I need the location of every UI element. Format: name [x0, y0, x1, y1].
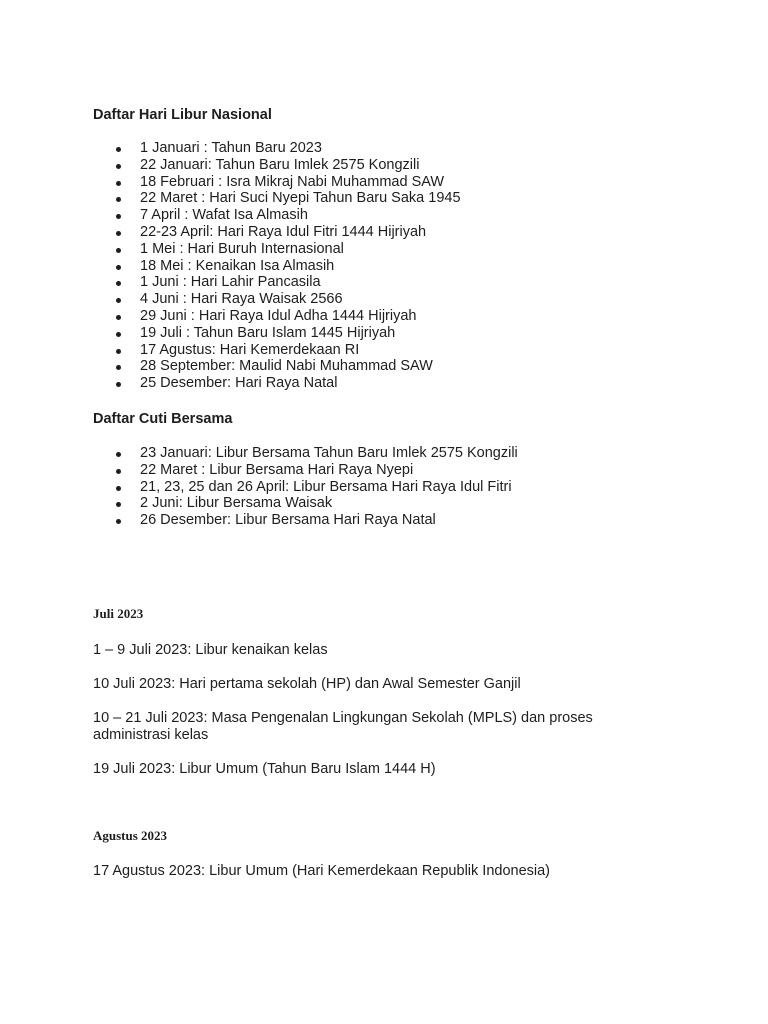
list-item: 22 Maret : Hari Suci Nyepi Tahun Baru Saka 1945 [113, 190, 461, 207]
juli-paragraph: 10 – 21 Juli 2023: Masa Pengenalan Lingkungan Sekolah (MPLS) dan proses administrasi kelas [93, 710, 593, 743]
list-item: 29 Juni : Hari Raya Idul Adha 1444 Hijriyah [113, 308, 461, 325]
list-item: 2 Juni: Libur Bersama Waisak [113, 495, 518, 512]
list-item: 18 Mei : Kenaikan Isa Almasih [113, 258, 461, 275]
juli-paragraph: 19 Juli 2023: Libur Umum (Tahun Baru Islam 1444 H) [93, 761, 436, 777]
cuti-bersama-title: Daftar Cuti Bersama [93, 411, 233, 427]
list-item: 18 Februari : Isra Mikraj Nabi Muhammad SAW [113, 174, 461, 191]
list-item: 17 Agustus: Hari Kemerdekaan RI [113, 342, 461, 359]
list-item: 25 Desember: Hari Raya Natal [113, 375, 461, 392]
agustus-paragraph: 17 Agustus 2023: Libur Umum (Hari Kemerdekaan Republik Indonesia) [93, 863, 550, 879]
list-item: 7 April : Wafat Isa Almasih [113, 207, 461, 224]
list-item: 22-23 April: Hari Raya Idul Fitri 1444 Hijriyah [113, 224, 461, 241]
list-item: 22 Maret : Libur Bersama Hari Raya Nyepi [113, 462, 518, 479]
list-item: 21, 23, 25 dan 26 April: Libur Bersama Hari Raya Idul Fitri [113, 479, 518, 496]
list-item: 1 Juni : Hari Lahir Pancasila [113, 274, 461, 291]
libur-nasional-list [113, 140, 461, 392]
agustus-2023-title: Agustus 2023 [93, 828, 168, 843]
list-item: 23 Januari: Libur Bersama Tahun Baru Imlek 2575 Kongzili [113, 445, 518, 462]
libur-nasional-title: Daftar Hari Libur Nasional [93, 107, 272, 123]
list-item: 22 Januari: Tahun Baru Imlek 2575 Kongzili [113, 157, 461, 174]
list-item: 4 Juni : Hari Raya Waisak 2566 [113, 291, 461, 308]
cuti-bersama-list [113, 445, 518, 529]
list-item: 1 Mei : Hari Buruh Internasional [113, 241, 461, 258]
juli-2023-title: Juli 2023 [93, 606, 144, 621]
juli-paragraph: 1 – 9 Juli 2023: Libur kenaikan kelas [93, 642, 328, 658]
list-item: 26 Desember: Libur Bersama Hari Raya Natal [113, 512, 518, 529]
list-item: 28 September: Maulid Nabi Muhammad SAW [113, 358, 461, 375]
list-item: 19 Juli : Tahun Baru Islam 1445 Hijriyah [113, 325, 461, 342]
list-item: 1 Januari : Tahun Baru 2023 [113, 140, 461, 157]
juli-paragraph: 10 Juli 2023: Hari pertama sekolah (HP) dan Awal Semester Ganjil [93, 676, 521, 692]
